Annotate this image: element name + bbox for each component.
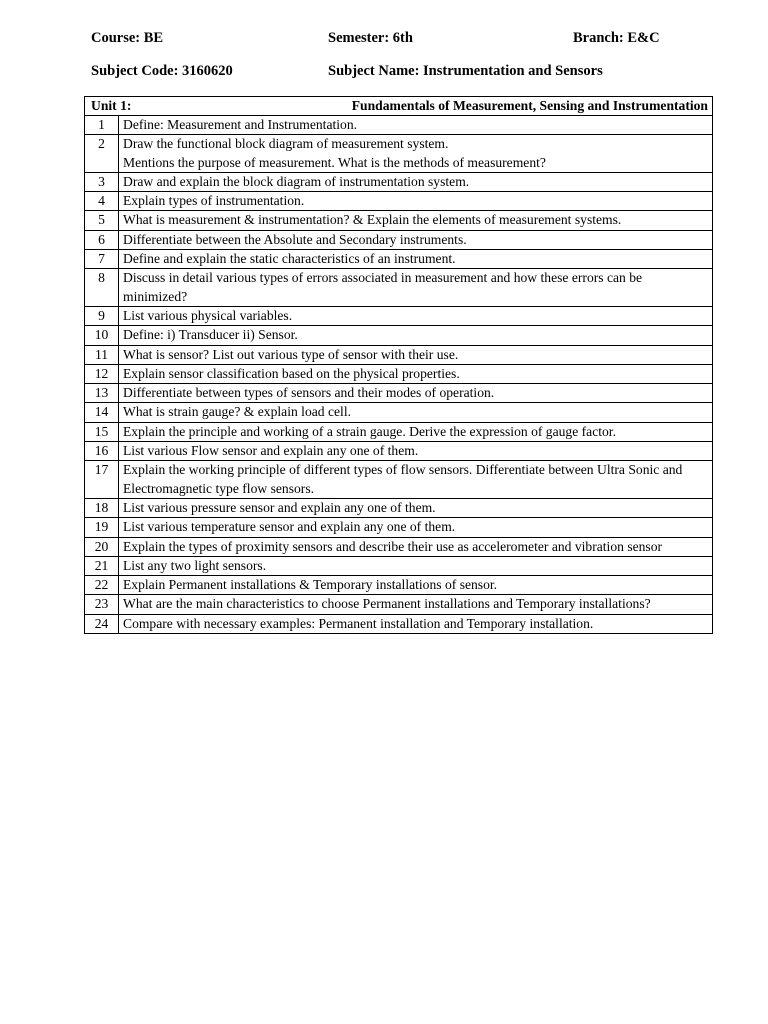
table-row [85,403,713,422]
question-text-line: Mentions the purpose of measurement. What is the methods of measurement? [123,154,546,170]
table-row [85,556,713,575]
question-text: Explain sensor classification based on the physical properties. [119,364,713,383]
question-number: 18 [85,498,119,517]
question-number: 19 [85,518,119,537]
question-text: What is strain gauge? & explain load cell. [119,403,713,422]
question-number: 24 [85,614,119,633]
question-number: 12 [85,364,119,383]
question-number: 16 [85,442,119,461]
table-row [85,576,713,595]
question-text: Differentiate between types of sensors and their modes of operation. [119,384,713,403]
question-number: 2 [85,135,119,173]
table-row [85,518,713,537]
header-row-course [0,30,768,50]
question-text: List any two light sensors. [119,556,713,575]
table-row [85,211,713,230]
question-text: List various physical variables. [119,306,713,325]
question-number: 8 [85,269,119,307]
table-row [85,135,713,173]
table-row [85,614,713,633]
question-number: 3 [85,172,119,191]
subject-name-label: Subject Name: Instrumentation and Sensors [328,63,603,79]
question-text: List various pressure sensor and explain any one of them. [119,498,713,517]
question-text: Define and explain the static characteristics of an instrument. [119,250,713,269]
question-text: Differentiate between the Absolute and Secondary instruments. [119,230,713,249]
question-number: 14 [85,403,119,422]
question-text: What is sensor? List out various type of sensor with their use. [119,345,713,364]
question-text [119,135,713,173]
question-text: Define: i) Transducer ii) Sensor. [119,326,713,345]
question-text: Explain the types of proximity sensors and describe their use as accelerometer and vibration sensor [119,537,713,556]
question-text: Draw and explain the block diagram of instrumentation system. [119,172,713,191]
question-number: 6 [85,230,119,249]
question-text: Explain Permanent installations & Temporary installations of sensor. [119,576,713,595]
table-row [85,364,713,383]
course-label: Course: BE [91,30,164,46]
question-text: What is measurement & instrumentation? & Explain the elements of measurement systems. [119,211,713,230]
question-number: 9 [85,306,119,325]
semester-label: Semester: 6th [328,30,413,46]
question-text: List various Flow sensor and explain any one of them. [119,442,713,461]
question-number: 15 [85,422,119,441]
question-number: 20 [85,537,119,556]
question-text: Compare with necessary examples: Permanent installation and Temporary installation. [119,614,713,633]
unit-label: Unit 1: [91,98,132,113]
table-row [85,306,713,325]
table-row [85,345,713,364]
question-number: 17 [85,461,119,499]
unit-header-cell [85,97,713,116]
header-row-subject [0,63,768,83]
question-number: 21 [85,556,119,575]
question-text: Explain the working principle of different types of flow sensors. Differentiate between Ultra Sonic and Electromagnetic type flow sensors. [119,461,713,499]
question-number: 7 [85,250,119,269]
table-row [85,230,713,249]
table-row [85,498,713,517]
question-number: 1 [85,116,119,135]
table-row [85,461,713,499]
branch-label: Branch: E&C [573,30,660,46]
table-row [85,595,713,614]
question-number: 5 [85,211,119,230]
subject-code-label: Subject Code: 3160620 [91,63,233,79]
question-text: Explain types of instrumentation. [119,192,713,211]
table-row [85,537,713,556]
table-row [85,116,713,135]
question-number: 23 [85,595,119,614]
question-number: 11 [85,345,119,364]
question-text-line: Draw the functional block diagram of measurement system. [123,136,449,152]
unit-title: Fundamentals of Measurement, Sensing and Instrumentation [351,98,708,113]
question-text: List various temperature sensor and explain any one of them. [119,518,713,537]
unit-header-row [85,97,713,116]
question-text: Discuss in detail various types of errors associated in measurement and how these errors can be minimized? [119,269,713,307]
question-number: 4 [85,192,119,211]
table-row [85,172,713,191]
table-row [85,192,713,211]
table-row [85,384,713,403]
question-table [84,96,713,634]
table-row [85,442,713,461]
question-number: 13 [85,384,119,403]
question-text: What are the main characteristics to choose Permanent installations and Temporary installations? [119,595,713,614]
question-text: Explain the principle and working of a strain gauge. Derive the expression of gauge factor. [119,422,713,441]
table-row [85,422,713,441]
table-row [85,326,713,345]
question-number: 22 [85,576,119,595]
table-row [85,250,713,269]
question-number: 10 [85,326,119,345]
question-text: Define: Measurement and Instrumentation. [119,116,713,135]
table-row [85,269,713,307]
